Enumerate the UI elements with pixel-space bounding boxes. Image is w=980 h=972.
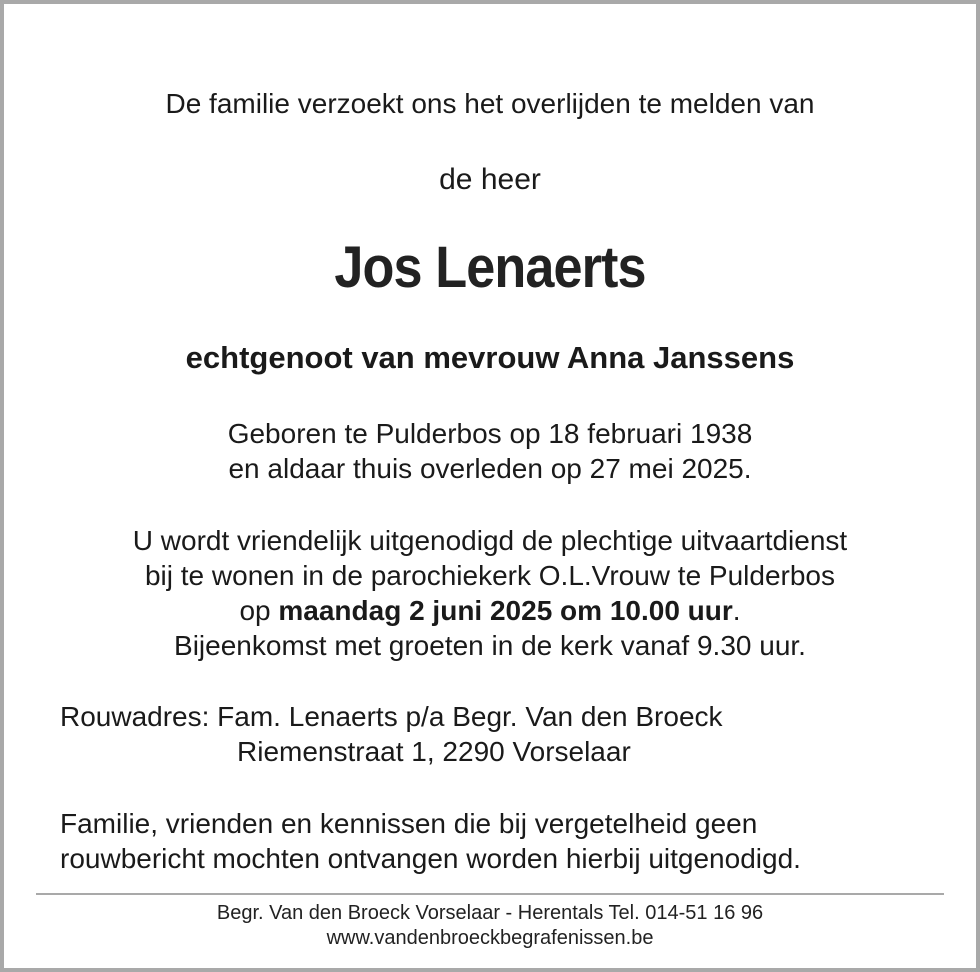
- closing-line-2: rouwbericht mochten ontvangen worden hierbij uitgenodigd.: [60, 843, 801, 874]
- service-line-2: bij te wonen in de parochiekerk O.L.Vrouw te Pulderbos: [144, 560, 836, 591]
- closing-line-1: Familie, vrienden en kennissen die bij vergetelheid geen: [60, 808, 758, 839]
- service-line-1: U wordt vriendelijk uitgenodigd de plechtige uitvaartdienst: [132, 525, 848, 556]
- funeral-home-contact: Begr. Van den Broeck Vorselaar - Herentals Tel. 014-51 16 96: [216, 902, 764, 924]
- mourning-address-line-1: Rouwadres: Fam. Lenaerts p/a Begr. Van den Broeck: [60, 701, 723, 732]
- gathering-line: Bijeenkomst met groeten in de kerk vanaf 9.30 uur.: [174, 630, 806, 661]
- funeral-home-website[interactable]: www.vandenbroeckbegrafenissen.be: [326, 927, 654, 949]
- honorific: de heer: [439, 163, 541, 196]
- footer-divider: [36, 893, 944, 895]
- death-line: en aldaar thuis overleden op 27 mei 2025.: [228, 453, 752, 484]
- service-date-suffix: .: [732, 595, 741, 626]
- intro-text: De familie verzoekt ons het overlijden te melden van: [165, 88, 815, 119]
- mourning-address-line-2: Riemenstraat 1, 2290 Vorselaar: [237, 736, 631, 767]
- service-date: maandag 2 juni 2025 om 10.00 uur: [278, 595, 733, 626]
- deceased-name: Jos Lenaerts: [334, 235, 646, 300]
- birth-line: Geboren te Pulderbos op 18 februari 1938: [227, 418, 753, 449]
- service-date-prefix: op: [239, 595, 279, 626]
- service-date-line: [0, 595, 980, 627]
- spouse-line: echtgenoot van mevrouw Anna Janssens: [185, 340, 795, 375]
